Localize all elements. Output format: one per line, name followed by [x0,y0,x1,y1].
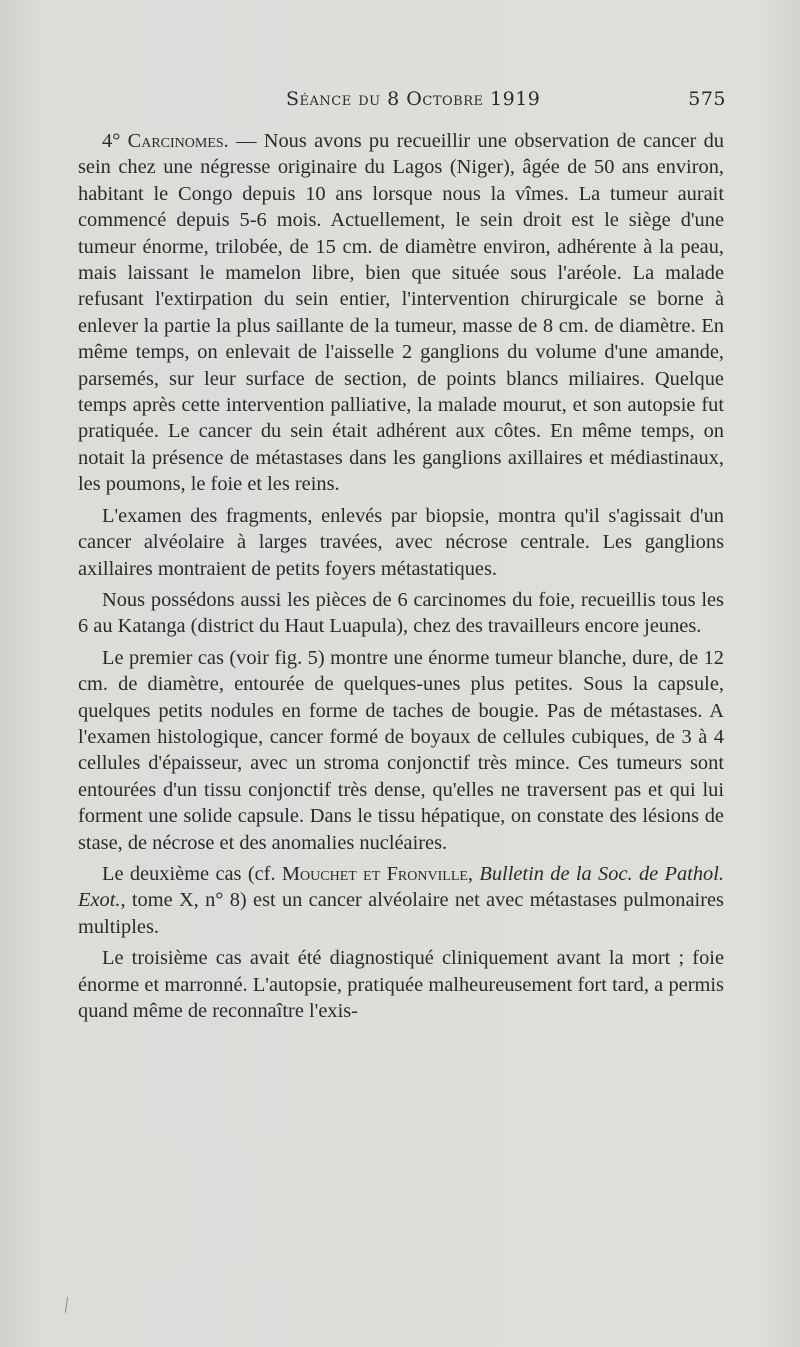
paragraph-biopsy: L'examen des fragments, enlevés par biopsie, montra qu'il s'agissait d'un cancer alvéolaire à larges travées, avec nécrose centrale. Les ganglions axillaires montraient de petits foyers métastatiques. [78,504,724,580]
header-title: Séance du 8 Octobre 1919 [286,88,541,110]
paragraph-liver-pieces: Nous possédons aussi les pièces de 6 carcinomes du foie, recueillis tous les 6 au Katanga (district du Haut Luapula), chez des travailleurs encore jeunes. [78,588,724,638]
paragraph-carcinomes [78,128,724,498]
citation-journal: Bulletin de la Soc. de Pathol. Exot. [78,862,724,912]
running-header [286,88,726,114]
page-blemish [65,1297,72,1314]
paragraph-text: — Nous avons pu recueillir une observation de cancer du sein chez une négresse originaire du Lagos (Niger), âgée de 50 ans environ, habitant le Congo depuis 10 ans lorsque nous la vîmes. La tumeur aurait commencé depuis 5-6 mois. Actuellement, le sein droit est le siège d'une tumeur énorme, trilobée, de 15 cm. de diamètre environ, adhérente à la peau, mais laissant le mamelon libre, bien que située sous l'aréole. La malade refusant l'extirpation du sein entier, l'intervention chirurgicale se borne à enlever la partie la plus saillante de la tumeur, masse de 8 cm. de diamètre. En même temps, on enlevait de l'aisselle 2 ganglions du volume d'une amande, parsemés, sur leur surface de section, de points blancs miliaires. Quelque temps après cette intervention palliative, la malade mourut, et son autopsie fut pratiquée. Le cancer du sein était adhérent aux côtes. En même temps, on notait la présence de métastases dans les ganglions axillaires et médiastinaux, les poumons, le foie et les reins. [78,130,724,496]
paragraph-third-case: Le troisième cas avait été diagnostiqué cliniquement avant la mort ; foie énorme et marronné. L'autopsie, pratiquée malheureusement fort tard, a permis quand même de reconnaître l'exis- [78,947,724,1022]
paragraph-first-case: Le premier cas (voir fig. 5) montre une énorme tumeur blanche, dure, de 12 cm. de diamètre, entourée de quelques-unes plus petites. Sous la capsule, quelques petits nodules en forme de taches de bougie. Pas de métastases. A l'examen histologique, cancer formé de boyaux de cellules cubiques, de 3 à 4 cellules d'épaisseur, avec un stroma conjonctif très mince. Ces tumeurs sont entourées d'un tissu conjonctif très dense, qu'elles ne traversent pas et qui lui forment une solide capsule. Dans le tissu hépatique, on constate des lésions de stase, de nécrose et des anomalies nucléaires. [78,646,724,854]
citation-authors: Mouchet et Fronville [281,862,468,885]
body-text [78,128,724,1029]
paragraph-second-case: Le deuxième cas (cf. Mouchet et Fronville, Bulletin de la Soc. de Pathol. Exot., tome X, n° 8) est un cancer alvéolaire net avec métastases pulmonaires multiples. [78,862,724,938]
section-heading: 4° Carcinomes. [102,130,229,152]
page-number: 575 [688,88,726,110]
